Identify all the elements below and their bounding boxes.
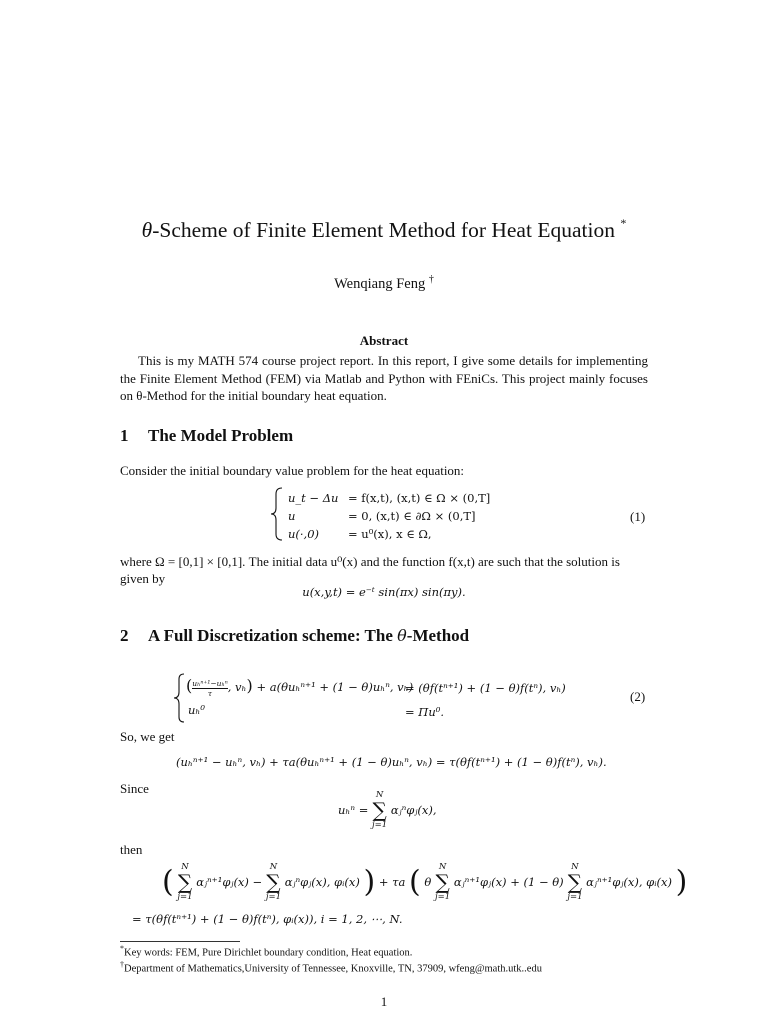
since-text: Since [120,781,149,796]
footnote-1-text: Key words: FEM, Pure Dirichlet boundary condition, Heat equation. [124,947,413,959]
then-term-6: αⱼⁿ⁺¹φⱼ(x), φᵢ(x) [586,875,672,889]
then-sum-1: N ∑ j=1 [177,862,193,902]
then-sum-4-bot: j=1 [567,892,583,902]
eq1-lhs-2: u [288,509,296,523]
eq1-rhs [348,489,490,543]
author [0,274,768,293]
then-term-1: αⱼⁿ⁺¹φⱼ(x) − [196,875,263,889]
eq1-rhs-3: = u⁰(x), x ∈ Ω, [348,527,432,541]
section-2-title-pre: A Full Discretization scheme: The [148,626,398,645]
eq2-line1-lhs: + a(θuₕⁿ⁺¹ + (1 − θ)uₕⁿ, vₕ) [256,680,414,694]
title-theta: θ [141,218,153,243]
then-sum-2: N ∑ j=1 [265,862,282,902]
eq1-rhs-2: = 0, (x,t) ∈ ∂Ω × (0,T] [348,509,476,523]
since-eq-lhs: uₕⁿ = [338,803,369,817]
then-sum-2-bot: j=1 [265,892,282,902]
then-sum-3-top: N [438,862,447,872]
footnote-2 [120,960,680,975]
eq1-brace [268,486,286,542]
footnote-1 [120,944,680,959]
paper-title [0,218,768,243]
then-sum-3-bot: j=1 [435,892,451,902]
title-text: -Scheme of Finite Element Method for Heat Equation [152,218,615,243]
eq1-number: (1) [630,509,646,524]
since-equation [338,790,437,830]
then-term-2: αⱼⁿφⱼ(x), φᵢ(x) [284,875,360,889]
then-text: then [120,842,143,857]
footnote-rule [120,941,240,942]
eq2-line1: ( uₕⁿ⁺¹−uₕⁿ τ , vₕ) + a(θuₕⁿ⁺¹ + (1 − θ)uₕⁿ, vₕ) [186,676,414,698]
eq2-fraction [192,679,227,698]
then-sum-4-top: N [571,862,579,872]
then-sum-3: N ∑ j=1 [435,862,451,902]
title-footnote-mark: * [620,216,627,230]
eq2-frac-den: τ [207,688,213,698]
author-footnote-mark: † [428,274,434,285]
section-2-theta: θ [397,626,407,645]
eq2-line2-rhs: = Πu⁰. [405,705,444,719]
section-1-after: where Ω = [0,1] × [0,1]. The initial data u⁰(x) and the function f(x,t) are such that the solution is given by [120,554,620,586]
section-2-number: 2 [120,626,129,645]
then-sum-4: N ∑ j=1 [567,862,583,902]
section-1-number: 1 [120,426,129,445]
discretized-equation: (uₕⁿ⁺¹ − uₕⁿ, vₕ) + τa(θuₕⁿ⁺¹ + (1 − θ)uₕⁿ, vₕ) = τ(θf(tⁿ⁺¹) + (1 − θ)f(tⁿ), vₕ). [176,755,607,769]
author-name: Wenqiang Feng [334,275,426,292]
page-number: 1 [380,994,388,1009]
then-term-3: + τa [378,875,406,889]
since-sum-top: N [375,790,384,800]
eq2-brace [172,672,186,724]
then-equation-line-2: = τ(θf(tⁿ⁺¹) + (1 − θ)f(tⁿ), φᵢ(x)), i = 1, 2, ⋯, N. [132,912,403,926]
eq2-line1-rhs: = (θf(tⁿ⁺¹) + (1 − θ)f(tⁿ), vₕ) [405,681,566,695]
footnote-1-mark: * [120,944,124,953]
footnote-2-text: Department of Mathematics,University of Tennessee, Knoxville, TN, 37909, wfeng@math.utk..edu [124,963,542,975]
section-1-intro: Consider the initial boundary value problem for the heat equation: [120,463,465,478]
section-1-heading [120,426,293,446]
section-1-title: The Model Problem [148,426,294,445]
since-sum-bot: j=1 [372,820,388,830]
footnote-2-mark: † [120,960,124,969]
section-2-heading [120,626,469,646]
then-term-5: αⱼⁿ⁺¹φⱼ(x) + (1 − θ) [453,875,564,889]
then-term-4: θ [424,875,432,889]
then-sum-1-top: N [181,862,189,872]
solution-equation: u(x,y,t) = e⁻ᵗ sin(πx) sin(πy). [302,585,466,599]
then-sum-2-top: N [269,862,278,872]
since-sum: N ∑ j=1 [372,790,388,830]
eq1-lhs [288,489,338,543]
section-2-title-post: -Method [406,626,470,645]
eq2-line2-lhs: uₕ⁰ [188,703,205,717]
so-we-get-text: So, we get [120,729,175,744]
since-eq-rhs: αⱼⁿφⱼ(x), [390,803,437,817]
eq2-frac-num: uₕⁿ⁺¹−uₕⁿ [192,678,228,688]
eq1-rhs-1: = f(x,t), (x,t) ∈ Ω × (0,T] [348,491,491,505]
eq2-number: (2) [630,689,646,704]
eq2-frac-tail: , vₕ [227,680,247,694]
then-sum-1-bot: j=1 [177,892,193,902]
then-equation-line-1: ( N ∑ j=1 αⱼⁿ⁺¹φⱼ(x) − N ∑ j=1 αⱼⁿφⱼ(x), φᵢ(x) ) + τa ( θ N ∑ j=1 αⱼⁿ⁺¹φⱼ(x) + (1 − θ) N ∑ j=1 αⱼⁿ⁺¹φⱼ(x), φᵢ(x) ) [162,862,688,902]
abstract-body: This is my MATH 574 course project report. In this report, I give some details for implementing the Finite Element Method (FEM) via Matlab and Python with FEniCs. This project mainly focuses on θ-Method for the initial boundary heat equation. [120,353,648,403]
abstract-heading: Abstract [359,333,409,348]
eq1-lhs-1: u_t − Δu [288,491,339,505]
eq1-lhs-3: u(·,0) [288,527,320,541]
